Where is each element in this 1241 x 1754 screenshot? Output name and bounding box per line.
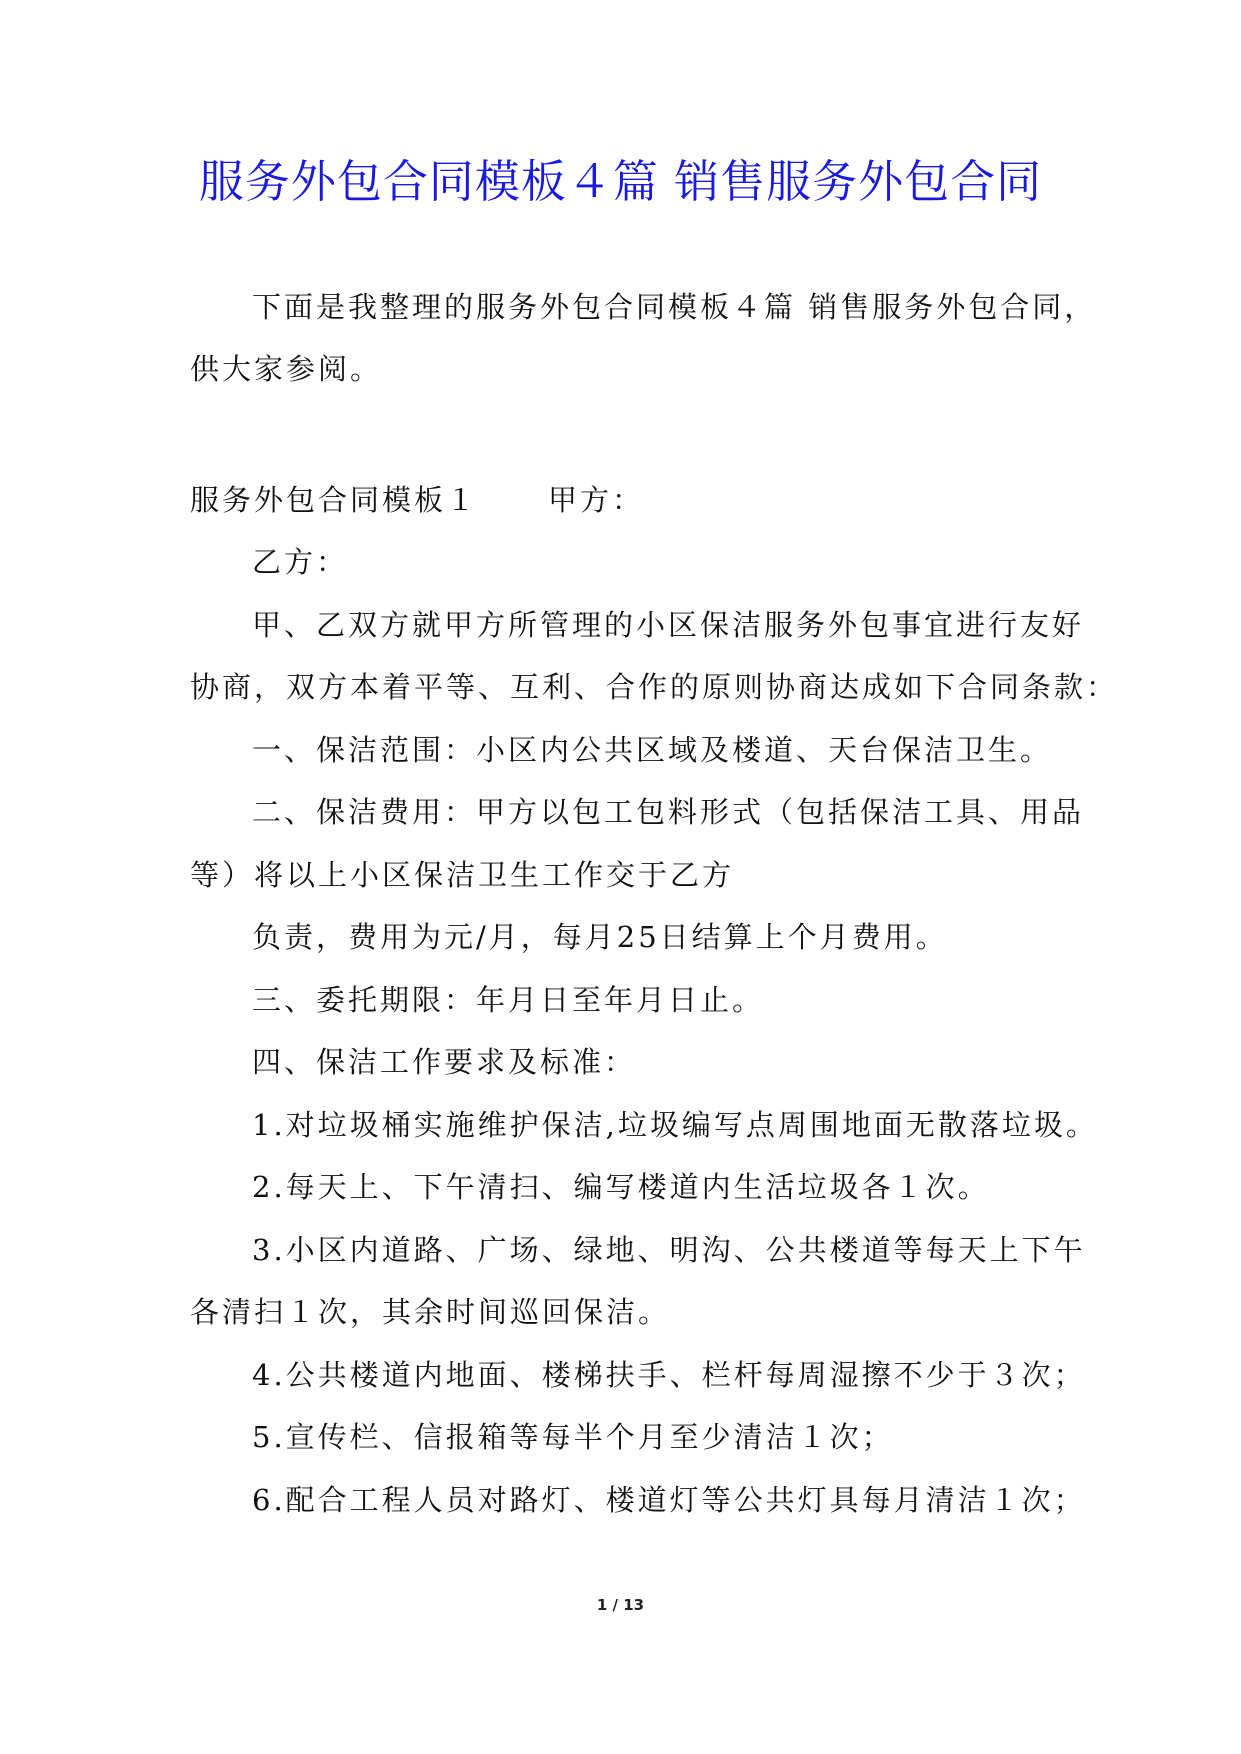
clause-1: 一、保洁范围：小区内公共区域及楼道、天台保洁卫生。 <box>252 733 1053 767</box>
clause-2-line: 负责，费用为元/月，每月25日结算上个月费用。 <box>252 920 948 954</box>
list-item-3-continued: 各清扫１次，其余时间巡回保洁。 <box>190 1295 671 1329</box>
list-item-6: 6.配合工程人员对路灯、楼道灯等公共灯具每月清洁１次； <box>252 1483 1086 1517</box>
document-title: 服务外包合同模板４篇 销售服务外包合同 <box>198 155 1043 208</box>
party-b-label: 乙方： <box>252 545 349 579</box>
list-item-3: 3.小区内道路、广场、绿地、明沟、公共楼道等每天上下午 <box>252 1233 1086 1267</box>
clause-4: 四、保洁工作要求及标准： <box>252 1045 637 1079</box>
list-item-2: 2.每天上、下午清扫、编写楼道内生活垃圾各１次。 <box>252 1170 990 1204</box>
page-indicator: 1 / 13 <box>596 1596 645 1614</box>
section-heading-row <box>190 480 1070 520</box>
clause-3: 三、委托期限：年月日至年月日止。 <box>252 983 765 1017</box>
list-item-5: 5.宣传栏、信报箱等每半个月至少清洁１次； <box>252 1420 894 1454</box>
clause-2-line: 二、保洁费用：甲方以包工包料形式（包括保洁工具、用品 <box>252 795 1085 829</box>
paragraph-line: 甲、乙双方就甲方所管理的小区保洁服务外包事宜进行友好 <box>252 608 1085 642</box>
list-item-1: 1.对垃圾桶实施维护保洁,垃圾编写点周围地面无散落垃圾。 <box>252 1108 1098 1142</box>
intro-line-1: 下面是我整理的服务外包合同模板４篇 销售服务外包合同， <box>252 290 1097 324</box>
paragraph-line: 协商，双方本着平等、互利、合作的原则协商达成如下合同条款： <box>190 670 1119 704</box>
section-heading: 服务外包合同模板１ <box>190 483 479 517</box>
clause-2-line: 等）将以上小区保洁卫生工作交于乙方 <box>190 858 735 892</box>
list-item-4: 4.公共楼道内地面、楼梯扶手、栏杆每周湿擦不少于３次； <box>252 1358 1086 1392</box>
intro-line-2: 供大家参阅。 <box>190 352 383 386</box>
party-a-label: 甲方： <box>548 483 645 517</box>
